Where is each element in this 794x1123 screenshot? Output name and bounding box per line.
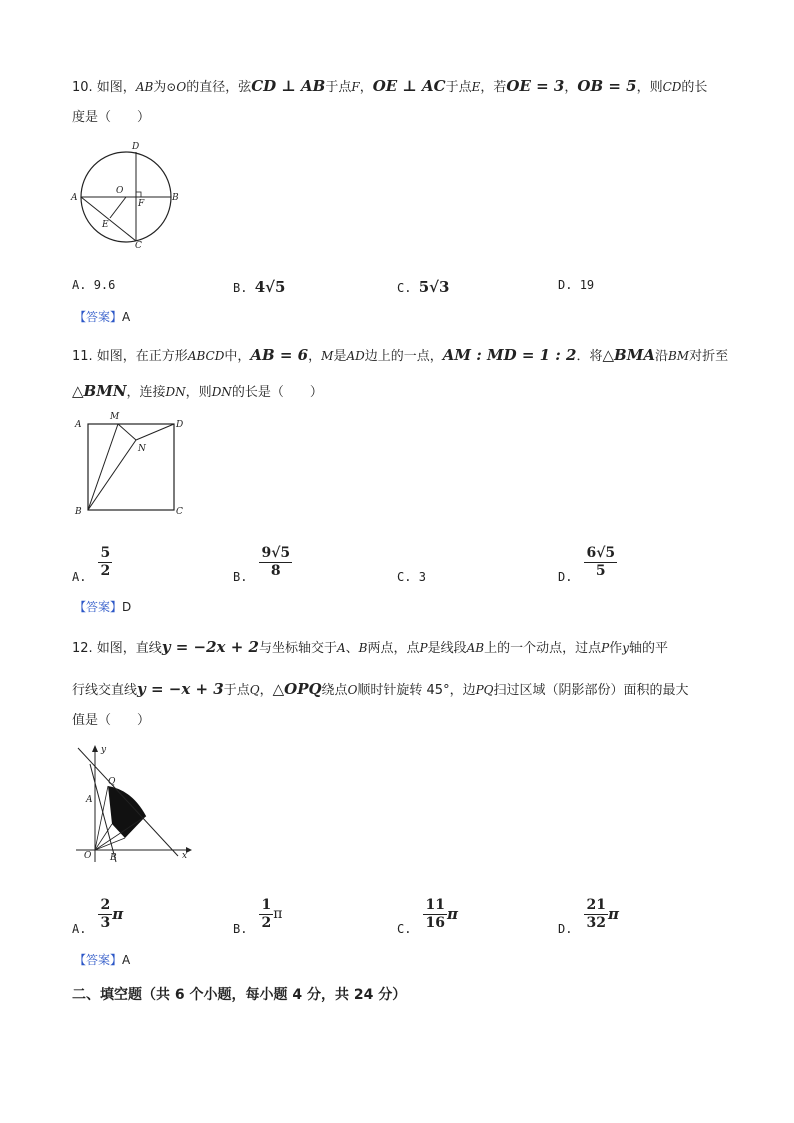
q12-stem-line3: 值是（ ） — [72, 713, 151, 728]
label-A: A — [71, 193, 78, 203]
q11-answer: 【答案】D — [74, 600, 132, 614]
q11-option-d: D. $\frac{6√5}{5}$ — [558, 544, 616, 584]
label-B: B — [75, 507, 82, 517]
q12-option-b: B. $\frac{1}{2}$ π — [233, 896, 283, 936]
q10-option-d: D. 19 — [558, 278, 595, 292]
q11-stem-line2: △BMN，连接DN，则DN的长是（ ） — [72, 382, 323, 400]
q11-option-b: B. $\frac{9√5}{8}$ — [233, 544, 291, 584]
q10-option-c: C. 5√3 — [397, 278, 450, 296]
q12-stem-line1: 12. 如图，直线y = −2x + 2与坐标轴交于A、B两点，点P是线段AB上的一个动点，过点P作y轴的平 — [72, 638, 668, 656]
q11-option-a: A. $\frac{5}{2}$ — [72, 544, 111, 584]
label-E: E — [102, 220, 109, 230]
label-Q: Q — [108, 777, 116, 787]
label-x: x — [182, 851, 188, 861]
q12-coordinate-figure — [70, 740, 195, 865]
label-A: A — [75, 420, 82, 430]
q10-option-a: A. 9.6 — [72, 278, 116, 292]
q11-stem-line1: 11. 如图，在正方形ABCD中，AB = 6，M是AD边上的一点，AM : MD = 1 : 2．将△BMA沿BM对折至 — [72, 346, 729, 364]
q11-option-c: C. 3 — [397, 570, 426, 584]
section-2-heading: 二、填空题（共 6 个小题，每小题 4 分，共 24 分） — [72, 987, 407, 1003]
label-M: M — [110, 412, 120, 422]
q10-stem-line1: 10. 如图，AB为⊙O的直径，弦CD ⊥ AB于点F，OE ⊥ AC于点E，若OE = 3，OB = 5，则CD的长 — [72, 77, 708, 95]
q12-option-d: D. $\frac{21}{32}$ π — [558, 896, 619, 936]
q12-answer: 【答案】A — [74, 953, 131, 967]
label-C: C — [176, 507, 183, 517]
label-D: D — [132, 142, 140, 152]
q11-square-figure — [70, 408, 190, 518]
label-O: O — [84, 851, 92, 861]
label-y: y — [101, 745, 107, 755]
q10-stem-line2: 度是（ ） — [72, 110, 151, 125]
q10-option-b: B. 4√5 — [233, 278, 286, 296]
label-N: N — [138, 444, 146, 454]
label-C: C — [135, 241, 142, 250]
q10-answer: 【答案】A — [74, 310, 131, 324]
q12-option-c: C. $\frac{11}{16}$ π — [397, 896, 458, 936]
label-F: F — [138, 199, 145, 209]
label-B: B — [110, 853, 117, 863]
q12-option-a: A. $\frac{2}{3}$ π — [72, 896, 124, 936]
label-O: O — [116, 186, 124, 196]
label-A: A — [86, 795, 93, 805]
q10-circle-figure — [66, 138, 186, 250]
q12-stem-line2: 行线交直线y = −x + 3于点Q，△OPQ绕点O顺时针旋转 45°，边PQ扫过区域（阴影部份）面积的最大 — [72, 680, 689, 698]
label-D: D — [176, 420, 184, 430]
label-B: B — [172, 193, 179, 203]
